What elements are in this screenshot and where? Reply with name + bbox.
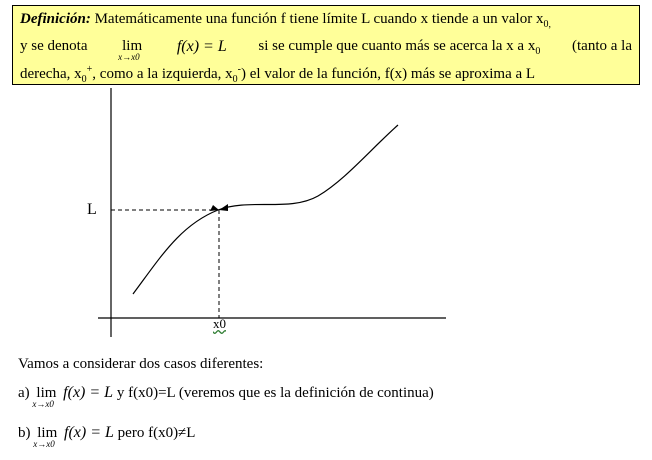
function-curve — [133, 125, 398, 294]
case-b-text: pero f(x0)≠L — [117, 425, 196, 441]
intro-text: Vamos a considerar dos casos diferentes: — [18, 356, 264, 372]
x0-subscript: 0, — [543, 19, 551, 30]
case-b-limit: lim x→x0 — [33, 425, 58, 449]
x-subscript: 0 — [535, 46, 541, 57]
plus-superscript: + — [86, 64, 93, 75]
case-a-marker: a) — [18, 385, 30, 401]
label-L: L — [87, 201, 97, 218]
case-a-expression: f(x) = L — [63, 384, 114, 401]
lim-subscript: x→x0 — [118, 52, 140, 62]
case-a-limit: lim x→x0 — [32, 385, 57, 409]
minus-superscript: - — [237, 64, 241, 75]
case-b-expression: f(x) = L — [64, 424, 114, 441]
arrow-right-approach — [219, 204, 228, 211]
lim-word: lim — [122, 38, 143, 54]
case-a — [18, 384, 434, 409]
line2-part-b: si se cumple que cuanto más se acerca la x a $x_0$ — [258, 38, 541, 57]
line3-part-b: , como a la izquierda, x — [92, 66, 233, 82]
limit-expression: f(x) = L — [176, 38, 227, 55]
line2-part-a: y se denota — [20, 38, 88, 54]
x0-sub-right: 0 — [81, 74, 87, 85]
definition-line1-text: Matemáticamente una función f tiene límite L cuando x tiende a un valor x — [94, 11, 544, 27]
definition-title: Definición: — [20, 11, 91, 27]
line2-part-c: (tanto a la — [572, 38, 632, 54]
case-b — [18, 424, 196, 449]
line3-part-c: ) el valor de la función, f(x) más se aproxima a L — [241, 66, 536, 82]
label-x0: x0 — [213, 316, 226, 331]
case-b-marker: b) — [18, 425, 31, 441]
x0-sub-left: 0 — [232, 74, 238, 85]
case-a-text: y f(x0)=L (veremos que es la definición de continua) — [116, 385, 434, 401]
arrow-left-approach — [210, 205, 219, 211]
line3-part-a: derecha, x — [20, 66, 82, 82]
